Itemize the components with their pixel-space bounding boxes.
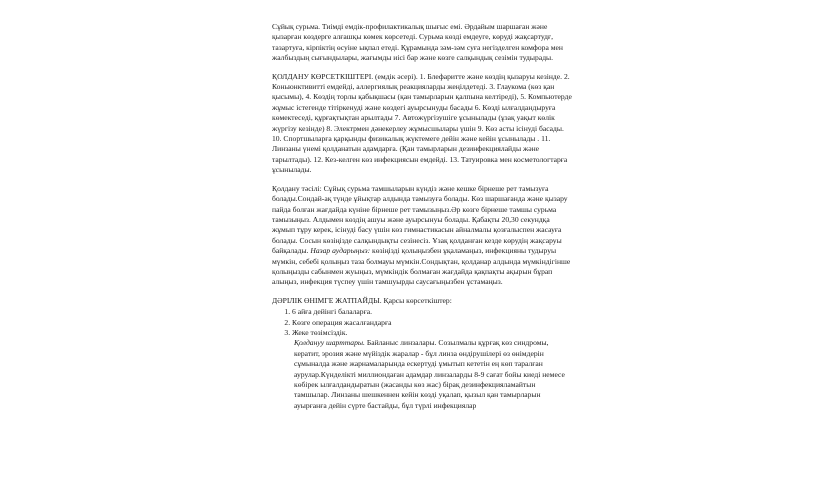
lens-paragraph (294, 338, 572, 411)
contraindications-heading: ДӘРІЛІК ӨНІМГЕ ЖАТПАЙДЫ. Қарсы көрсеткіштер: (272, 295, 452, 305)
usage-note-text: көзіңізді қолыңызбен ұқаламаңыз, инфекцияны тудыруы мүмкін, себебі қолыңыз таза болмауы мүмкін.Сондықтан, қолданар алдында мүмкіндігінше қолыңызды сабынмен жуыңыз, мүмкіндік болмаған жағдайда қақпақты ақырын бұрап алыңыз, инфекция түспеу үшін тамшуырды саусағыңызбен ұстамаңыз. (272, 246, 571, 287)
list-item: 2. Көзге операция жасалғандарға (292, 318, 572, 328)
contraindications-list (272, 307, 572, 338)
intro-paragraph: Сұйық сурьма. Тиімді емдік-профилактикалық шығыс емі. Әрдайым шаршаған және қызарған көздерге алғашқы көмек көрсетеді. Сурьма көзді емдеуге, көруді жақсартудғ, тазартуға, кірпіктің өсуіне ықпал етеді. Құрамында зәм-зәм суға негізделген комфора мен жалбыздың сығындылары, жағымды иісі бар және көзге салқындық сезімін тудырады. (272, 22, 563, 63)
indications-paragraph: ҚОЛДАНУ КӨРСЕТКІШТЕРІ. (емдік әсері). 1. Блефаритте және көздің қызаруы кезінде. 2. Коньюнктивитті емдейді, аллергиялық реакцияларды жеңілдетеді. 3. Глаукома (көз қан қысымы), 4. Көздің торлы қабықшасы (қан тамырларын қалпына келтіреді), 5. Компьютерде жұмыс істегенде тітіркенуді және көздегі ауырсынуды басады 6. Көзді ылғалдандыруға көмектеседі, құрғақтықтан арылтады 7. Автожүргізушіге ұсынылады (ұзақ уақыт көлік жүргізу кезінде) 8. Электрмен дәнекерлеу жұмысшылары үшін 9. Көз асты ісінуді басады. 10. Спортшыларға қарқынды физикалық жүктемеге дейін және кейін ұсынылады . 11. Линзаны үнемі қолданатын адамдарға. (Қан тамырларын дезинфекциялайды және тарылтады). 12. Кез-келген көз инфекциясын емдейді. 13. Татуировка мен косметологтарға ұсынылады. (272, 71, 572, 175)
lens-text: Байланыс линзалары. Созылмалы құрғақ көз синдромы, кератит, эрозия және мүйіздік жаралар - бұл линза өндірушілері өз өнімдерін сұмыналда және жарнамаларында ескертуді ұмытып кететін ең көп таралған аурулар.Күнделікті миллиондаған адамдар линзаларды 8-9 сағат бойы киеді немесе көбірек ылғалдандыратын (жасанды көз жас) бірақ дезинфекцияламайтын тамшылар. Линзаны шешкеннен кейін көзді уқалап, қызыл қан тамырларын ауырғанға дейін сүрте бастайды, бұл түрлі инфекциялар (294, 338, 565, 410)
document-page (272, 22, 572, 411)
list-item: 1. 6 айға дейінгі балаларға. (292, 307, 572, 317)
list-item: 3. Жеке төзімсіздік. (292, 328, 572, 338)
usage-text: Қолдану тәсілі: Сұйық сурьма тамшыларын күндіз және кешке бірнеше рет тамызуға болады.Сондай-ақ түнде ұйықтар алдында тамызуға болады. Көз шаршағанда және қызару пайда болған жағдайда күніне бірнеше рет тамызыңыз.Әр көзге бірнеше тамшы сурьма тамызыңыз. Алдымен көздің ашуы және ауырсынуы болады. Қабақты 20,30 секундқа жұмып тұру керек, ісінуді басу үшін көз гимнастикасын айналмалы қозғалыспен жасауға болады. Сосын көзіңізде салқындықты сезінесіз. Ұзақ қолданған кезде көрудің жақсаруы байқалады. (272, 183, 568, 256)
lens-label: Қолдануу шарттары. (294, 338, 365, 348)
note-label: Назар аударыңыз: (310, 246, 371, 256)
usage-paragraph (272, 184, 572, 288)
